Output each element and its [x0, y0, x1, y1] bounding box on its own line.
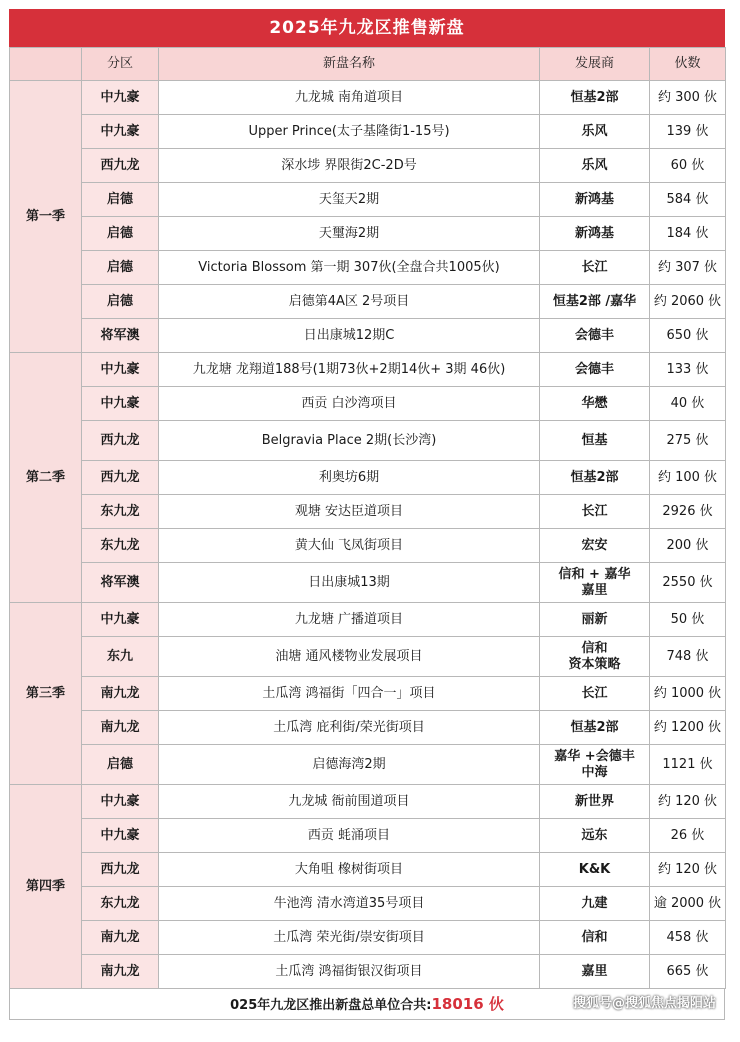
- developer-cell: [540, 461, 650, 495]
- project-name-cell: 利奥坊6期: [159, 461, 540, 495]
- developer-line: 远东: [581, 827, 608, 843]
- units-cell: 逾 2000 伙: [650, 887, 726, 921]
- project-name-cell: 日出康城12期C: [159, 319, 540, 353]
- units-cell: 约 1000 伙: [650, 677, 726, 711]
- units-cell: 2926 伙: [650, 495, 726, 529]
- project-name-cell: Belgravia Place 2期(长沙湾): [159, 421, 540, 461]
- table-row: [10, 319, 726, 353]
- district-cell: 启德: [82, 217, 159, 251]
- district-cell: 西九龙: [82, 421, 159, 461]
- project-name-cell: 天璽海2期: [159, 217, 540, 251]
- district-cell: 将军澳: [82, 319, 159, 353]
- table-row: [10, 217, 726, 251]
- table-body: [10, 81, 726, 989]
- table-row: [10, 887, 726, 921]
- table-row: [10, 285, 726, 319]
- watermark: 搜狐号@搜狐焦点揭阳站: [572, 996, 716, 1011]
- table-row: [10, 921, 726, 955]
- developer-cell: [540, 353, 650, 387]
- developer-line: 华懋: [581, 395, 608, 411]
- project-name-cell: 土瓜湾 庇利街/荣光街项目: [159, 711, 540, 745]
- district-cell: 启德: [82, 183, 159, 217]
- units-cell: 184 伙: [650, 217, 726, 251]
- developer-line: 新鸿基: [574, 191, 614, 207]
- project-name-cell: Victoria Blossom 第一期 307伙(全盘合共1005伙): [159, 251, 540, 285]
- district-cell: 中九豪: [82, 785, 159, 819]
- district-cell: 东九: [82, 637, 159, 677]
- developer-line: 宏安: [581, 537, 608, 553]
- district-cell: 中九豪: [82, 353, 159, 387]
- table-row: [10, 785, 726, 819]
- season-label: 第一季: [10, 81, 82, 353]
- district-cell: 中九豪: [82, 387, 159, 421]
- developer-cell: [540, 285, 650, 319]
- project-name-cell: 西贡 白沙湾项目: [159, 387, 540, 421]
- season-label: 第三季: [10, 603, 82, 785]
- units-cell: 60 伙: [650, 149, 726, 183]
- developer-cell: [540, 887, 650, 921]
- project-name-cell: 启德海湾2期: [159, 745, 540, 785]
- sales-table-wrapper: [9, 9, 725, 1020]
- table-row: [10, 955, 726, 989]
- project-name-cell: 九龙塘 广播道项目: [159, 603, 540, 637]
- project-name-cell: 九龙城 衙前围道项目: [159, 785, 540, 819]
- developer-cell: [540, 115, 650, 149]
- district-cell: 将军澳: [82, 563, 159, 603]
- developer-cell: [540, 319, 650, 353]
- new-projects-table: [9, 47, 726, 989]
- developer-line: 恒基2部: [570, 469, 619, 485]
- developer-line: 恒基2部: [570, 89, 619, 105]
- table-row: [10, 603, 726, 637]
- developer-cell: [540, 529, 650, 563]
- table-row: [10, 637, 726, 677]
- table-row: [10, 251, 726, 285]
- developer-line: 嘉华 +会德丰: [554, 748, 635, 764]
- season-label: 第四季: [10, 785, 82, 989]
- table-row: [10, 853, 726, 887]
- district-cell: 西九龙: [82, 461, 159, 495]
- project-name-cell: 观塘 安达臣道项目: [159, 495, 540, 529]
- developer-line: 会德丰: [574, 327, 614, 343]
- district-cell: 南九龙: [82, 921, 159, 955]
- developer-line: 长江: [581, 503, 608, 519]
- developer-cell: [540, 677, 650, 711]
- header-row: [10, 48, 726, 81]
- table-row: [10, 677, 726, 711]
- season-label: 第二季: [10, 353, 82, 603]
- total-footer: [9, 989, 725, 1020]
- developer-cell: [540, 495, 650, 529]
- developer-line: K&K: [578, 861, 611, 877]
- project-name-cell: 土瓜湾 鸿福街银汉街项目: [159, 955, 540, 989]
- units-cell: 50 伙: [650, 603, 726, 637]
- units-cell: 139 伙: [650, 115, 726, 149]
- table-row: [10, 183, 726, 217]
- developer-cell: [540, 183, 650, 217]
- developer-line: 信和 + 嘉华: [558, 566, 631, 582]
- units-cell: 584 伙: [650, 183, 726, 217]
- units-cell: 458 伙: [650, 921, 726, 955]
- project-name-cell: 西贡 蚝涌项目: [159, 819, 540, 853]
- developer-line: 恒基2部 /嘉华: [552, 293, 637, 309]
- developer-cell: [540, 853, 650, 887]
- project-name-cell: 日出康城13期: [159, 563, 540, 603]
- district-cell: 西九龙: [82, 149, 159, 183]
- table-row: [10, 711, 726, 745]
- developer-cell: [540, 819, 650, 853]
- developer-line: 九建: [581, 895, 608, 911]
- project-name-cell: 启德第4A区 2号项目: [159, 285, 540, 319]
- units-cell: 约 300 伙: [650, 81, 726, 115]
- district-cell: 南九龙: [82, 677, 159, 711]
- table-row: [10, 387, 726, 421]
- units-cell: 约 1200 伙: [650, 711, 726, 745]
- developer-line: 会德丰: [574, 361, 614, 377]
- developer-cell: [540, 955, 650, 989]
- developer-cell: [540, 421, 650, 461]
- units-cell: 26 伙: [650, 819, 726, 853]
- district-cell: 启德: [82, 285, 159, 319]
- developer-cell: [540, 387, 650, 421]
- developer-line-2: 中海: [581, 764, 608, 780]
- table-row: [10, 529, 726, 563]
- table-row: [10, 149, 726, 183]
- project-name-cell: 黄大仙 飞凤街项目: [159, 529, 540, 563]
- units-cell: 40 伙: [650, 387, 726, 421]
- units-cell: 748 伙: [650, 637, 726, 677]
- developer-line: 乐风: [581, 157, 608, 173]
- developer-line: 长江: [581, 259, 608, 275]
- units-cell: 约 120 伙: [650, 785, 726, 819]
- developer-cell: [540, 563, 650, 603]
- footer-total: 18016 伙: [431, 995, 504, 1013]
- units-cell: 约 100 伙: [650, 461, 726, 495]
- table-row: [10, 115, 726, 149]
- district-cell: 西九龙: [82, 853, 159, 887]
- developer-line: 乐风: [581, 123, 608, 139]
- table-row: [10, 353, 726, 387]
- developer-line: 长江: [581, 685, 608, 701]
- project-name-cell: 牛池湾 清水湾道35号项目: [159, 887, 540, 921]
- developer-line-2: 嘉里: [581, 582, 608, 598]
- district-cell: 中九豪: [82, 115, 159, 149]
- district-cell: 启德: [82, 251, 159, 285]
- table-row: [10, 495, 726, 529]
- developer-cell: [540, 603, 650, 637]
- footer-text: 025年九龙区推出新盘总单位合共:: [230, 998, 432, 1013]
- developer-line: 信和: [581, 929, 608, 945]
- project-name-cell: 九龙城 南角道项目: [159, 81, 540, 115]
- district-cell: 东九龙: [82, 887, 159, 921]
- table-title: 2025年九龙区推售新盘: [9, 9, 725, 47]
- developer-line: 嘉里: [581, 963, 608, 979]
- header-blank: [10, 48, 82, 81]
- district-cell: 南九龙: [82, 711, 159, 745]
- developer-cell: [540, 217, 650, 251]
- project-name-cell: 土瓜湾 荣光街/崇安街项目: [159, 921, 540, 955]
- header-project-name: 新盘名称: [159, 48, 540, 81]
- district-cell: 中九豪: [82, 81, 159, 115]
- project-name-cell: 天玺天2期: [159, 183, 540, 217]
- developer-cell: [540, 251, 650, 285]
- developer-cell: [540, 921, 650, 955]
- district-cell: 东九龙: [82, 529, 159, 563]
- developer-line: 新鸿基: [574, 225, 614, 241]
- developer-cell: [540, 81, 650, 115]
- district-cell: 中九豪: [82, 819, 159, 853]
- table-row: [10, 461, 726, 495]
- units-cell: 133 伙: [650, 353, 726, 387]
- developer-line: 丽新: [581, 611, 608, 627]
- table-row: [10, 421, 726, 461]
- district-cell: 中九豪: [82, 603, 159, 637]
- developer-line: 信和: [581, 640, 608, 656]
- district-cell: 启德: [82, 745, 159, 785]
- units-cell: 2550 伙: [650, 563, 726, 603]
- units-cell: 275 伙: [650, 421, 726, 461]
- units-cell: 约 307 伙: [650, 251, 726, 285]
- table-row: [10, 563, 726, 603]
- developer-cell: [540, 711, 650, 745]
- developer-cell: [540, 637, 650, 677]
- header-district: 分区: [82, 48, 159, 81]
- developer-line: 恒基2部: [570, 719, 619, 735]
- project-name-cell: Upper Prince(太子基隆街1-15号): [159, 115, 540, 149]
- table-row: [10, 819, 726, 853]
- developer-cell: [540, 149, 650, 183]
- units-cell: 约 120 伙: [650, 853, 726, 887]
- developer-cell: [540, 785, 650, 819]
- developer-cell: [540, 745, 650, 785]
- header-developer: 发展商: [540, 48, 650, 81]
- units-cell: 1121 伙: [650, 745, 726, 785]
- units-cell: 200 伙: [650, 529, 726, 563]
- project-name-cell: 九龙塘 龙翔道188号(1期73伙+2期14伙+ 3期 46伙): [159, 353, 540, 387]
- developer-line-2: 资本策略: [568, 656, 621, 672]
- district-cell: 东九龙: [82, 495, 159, 529]
- project-name-cell: 大角咀 橡树街项目: [159, 853, 540, 887]
- district-cell: 南九龙: [82, 955, 159, 989]
- units-cell: 约 2060 伙: [650, 285, 726, 319]
- table-row: [10, 81, 726, 115]
- table-row: [10, 745, 726, 785]
- developer-line: 新世界: [574, 793, 614, 809]
- project-name-cell: 深水埗 界限街2C-2D号: [159, 149, 540, 183]
- project-name-cell: 土瓜湾 鸿福街「四合一」项目: [159, 677, 540, 711]
- developer-line: 恒基: [581, 432, 608, 448]
- units-cell: 665 伙: [650, 955, 726, 989]
- project-name-cell: 油塘 通风楼物业发展项目: [159, 637, 540, 677]
- header-units: 伙数: [650, 48, 726, 81]
- units-cell: 650 伙: [650, 319, 726, 353]
